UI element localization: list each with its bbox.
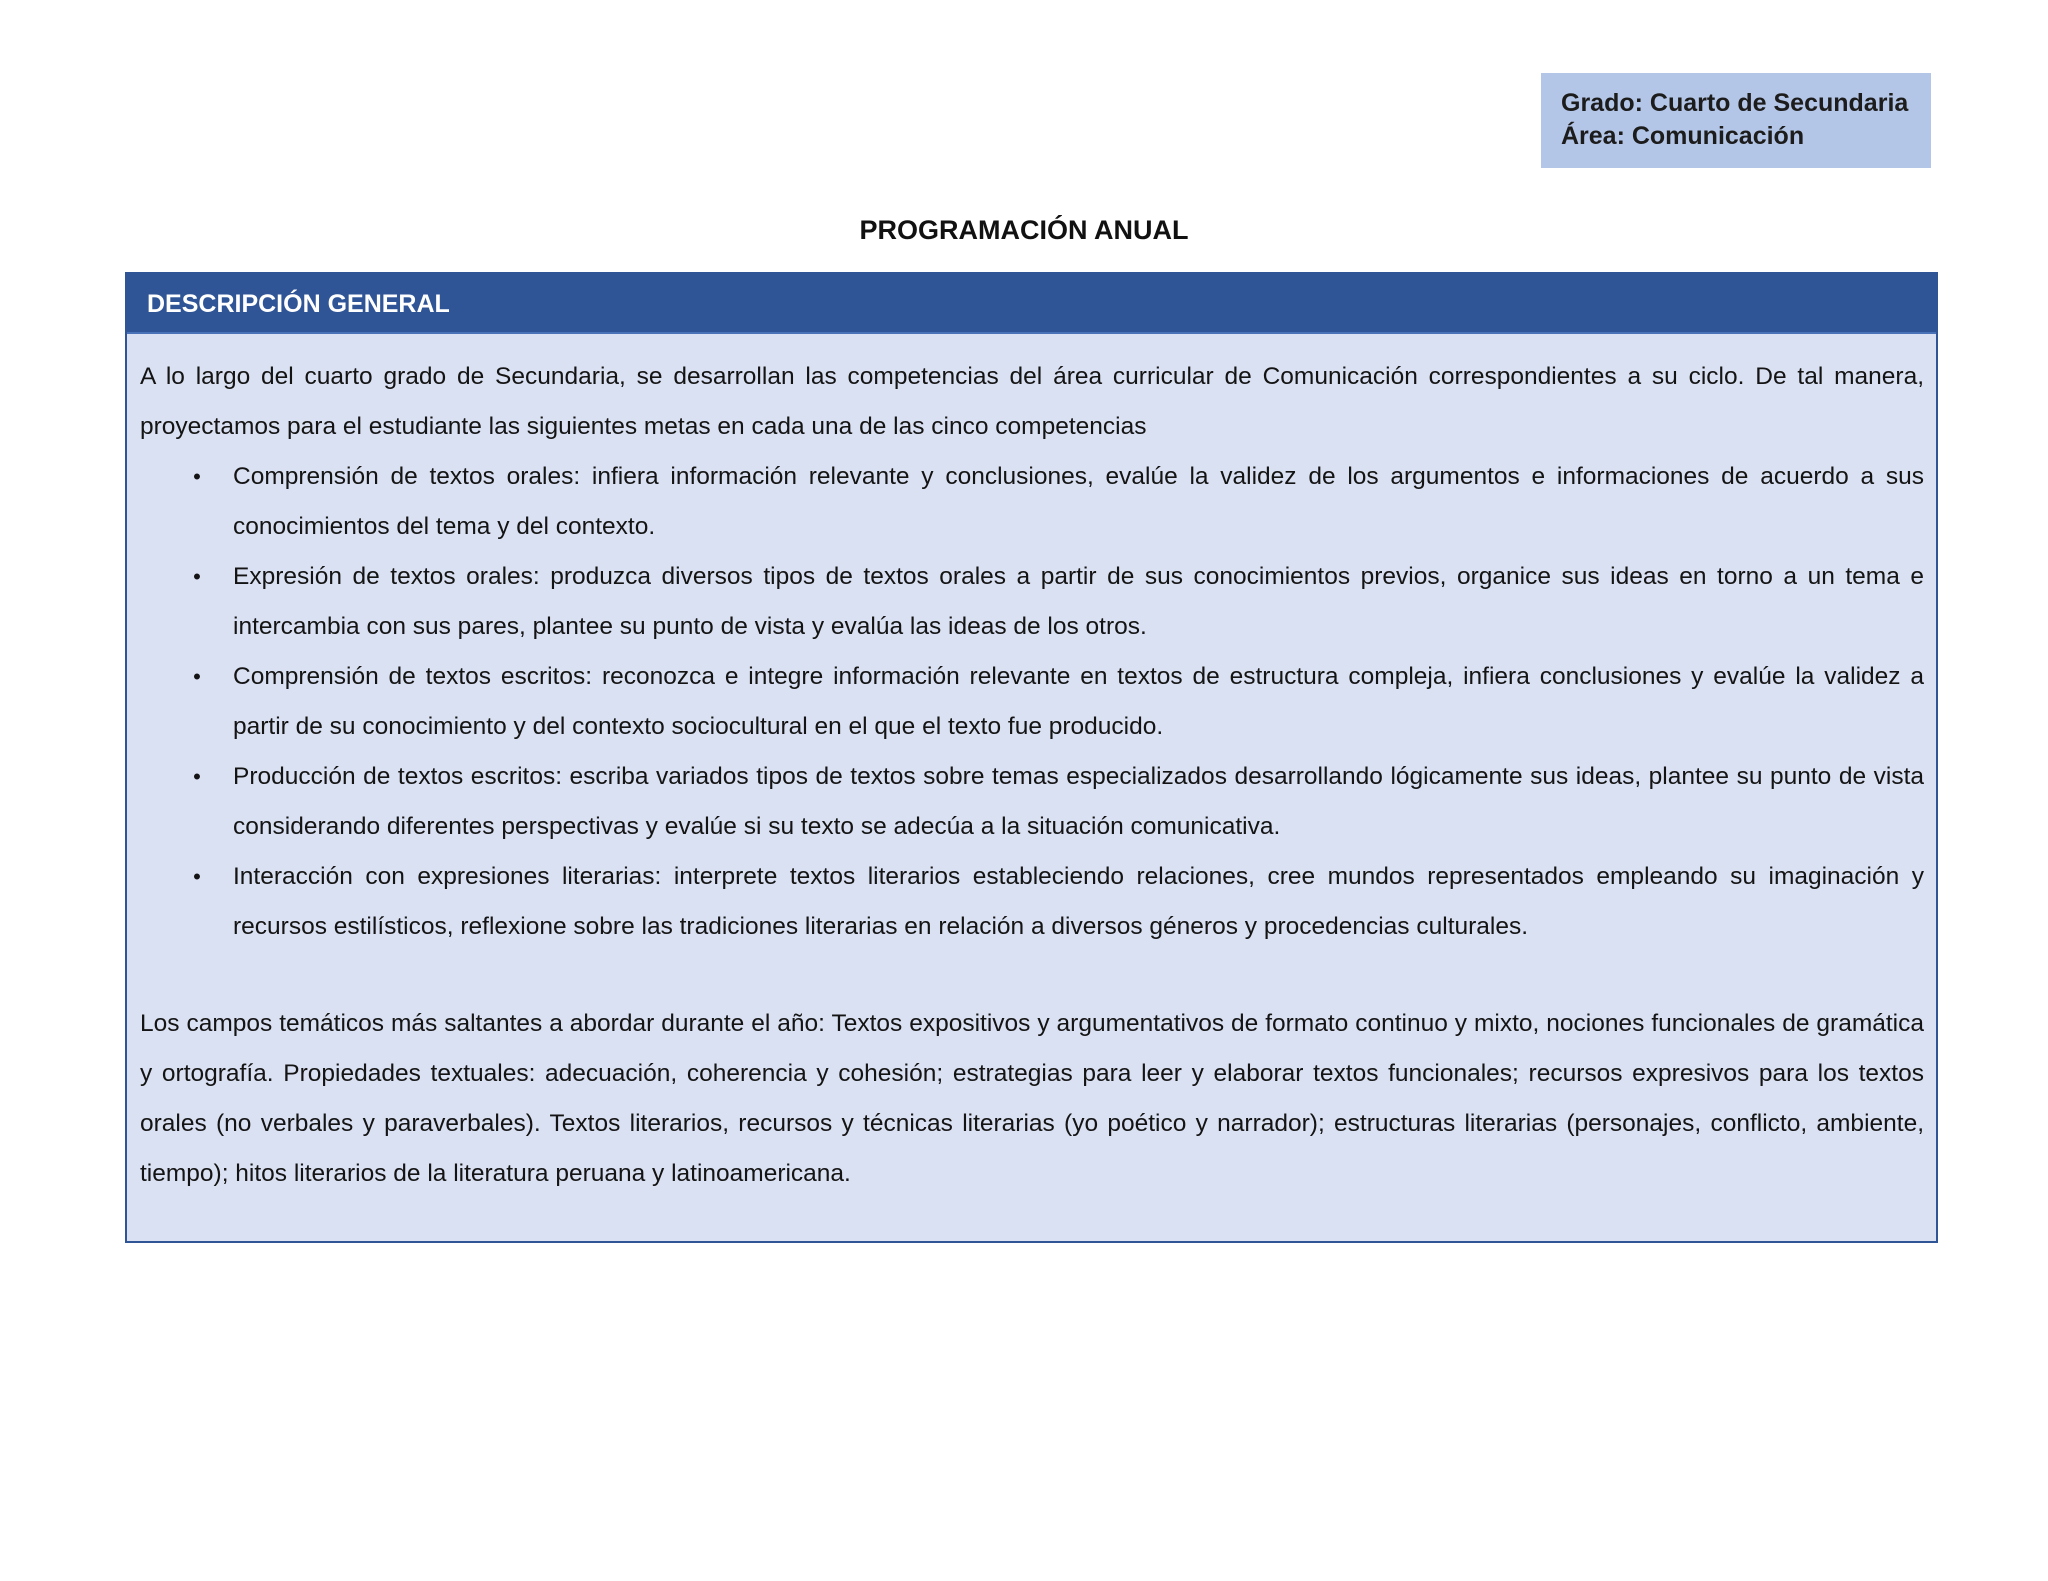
- list-item: [140, 652, 1924, 752]
- general-description-section: [125, 272, 1938, 1243]
- bullet-icon: •: [193, 764, 201, 789]
- section-heading: DESCRIPCIÓN GENERAL: [127, 274, 1936, 334]
- section-body: [127, 334, 1936, 1199]
- competency-text: Comprensión de textos orales: infiera información relevante y conclusiones, evalúe la validez de los argumentos e informaciones de acuerdo a sus conocimientos del tema y del contexto.: [233, 463, 1924, 540]
- grade-area-box: [1541, 73, 1931, 168]
- list-item: [140, 752, 1924, 852]
- list-item: [140, 552, 1924, 652]
- competency-text: Comprensión de textos escritos: reconozca e integre información relevante en textos de estructura compleja, infiera conclusiones y evalúe la validez a partir de su conocimiento y del contexto sociocultural en el que el texto fue producido.: [233, 663, 1924, 740]
- area-label: Área: Comunicación: [1561, 122, 1805, 150]
- competency-text: Expresión de textos orales: produzca diversos tipos de textos orales a partir de sus conocimientos previos, organice sus ideas en torno a un tema e intercambia con sus pares, plantee su punto de vista y evalúa las ideas de los otros.: [233, 563, 1924, 640]
- list-item: [140, 452, 1924, 552]
- page-title: PROGRAMACIÓN ANUAL: [859, 215, 1189, 245]
- competency-text: Producción de textos escritos: escriba variados tipos de textos sobre temas especializados desarrollando lógicamente sus ideas, plantee su punto de vista considerando diferentes perspectivas y evalúe si su texto se adecúa a la situación comunicativa.: [233, 763, 1924, 840]
- thematic-fields-paragraph: Los campos temáticos más saltantes a abordar durante el año: Textos expositivos y argumentativos de formato continuo y mixto, nociones funcionales de gramática y ortografía. Propiedades textuales: adecuación, coherencia y cohesión; estrategias para leer y elaborar textos funcionales; recursos expresivos para los textos orales (no verbales y paraverbales). Textos literarios, recursos y técnicas literarias (yo poético y narrador); estructuras literarias (personajes, conflicto, ambiente, tiempo); hitos literarios de la literatura peruana y latinoamericana.: [140, 1010, 1924, 1187]
- list-item: [140, 852, 1924, 952]
- bullet-icon: •: [193, 564, 201, 589]
- bullet-icon: •: [193, 664, 201, 689]
- bullet-icon: •: [193, 464, 201, 489]
- competency-text: Interacción con expresiones literarias: interprete textos literarios estableciendo relaciones, cree mundos representados empleando su imaginación y recursos estilísticos, reflexione sobre las tradiciones literarias en relación a diversos géneros y procedencias culturales.: [233, 863, 1924, 940]
- grade-label: Grado: Cuarto de Secundaria: [1561, 89, 1909, 117]
- intro-paragraph: A lo largo del cuarto grado de Secundaria, se desarrollan las competencias del área curricular de Comunicación correspondientes a su ciclo. De tal manera, proyectamos para el estudiante las siguientes metas en cada una de las cinco competencias: [140, 363, 1924, 440]
- competencies-list: [140, 452, 1924, 952]
- bullet-icon: •: [193, 864, 201, 889]
